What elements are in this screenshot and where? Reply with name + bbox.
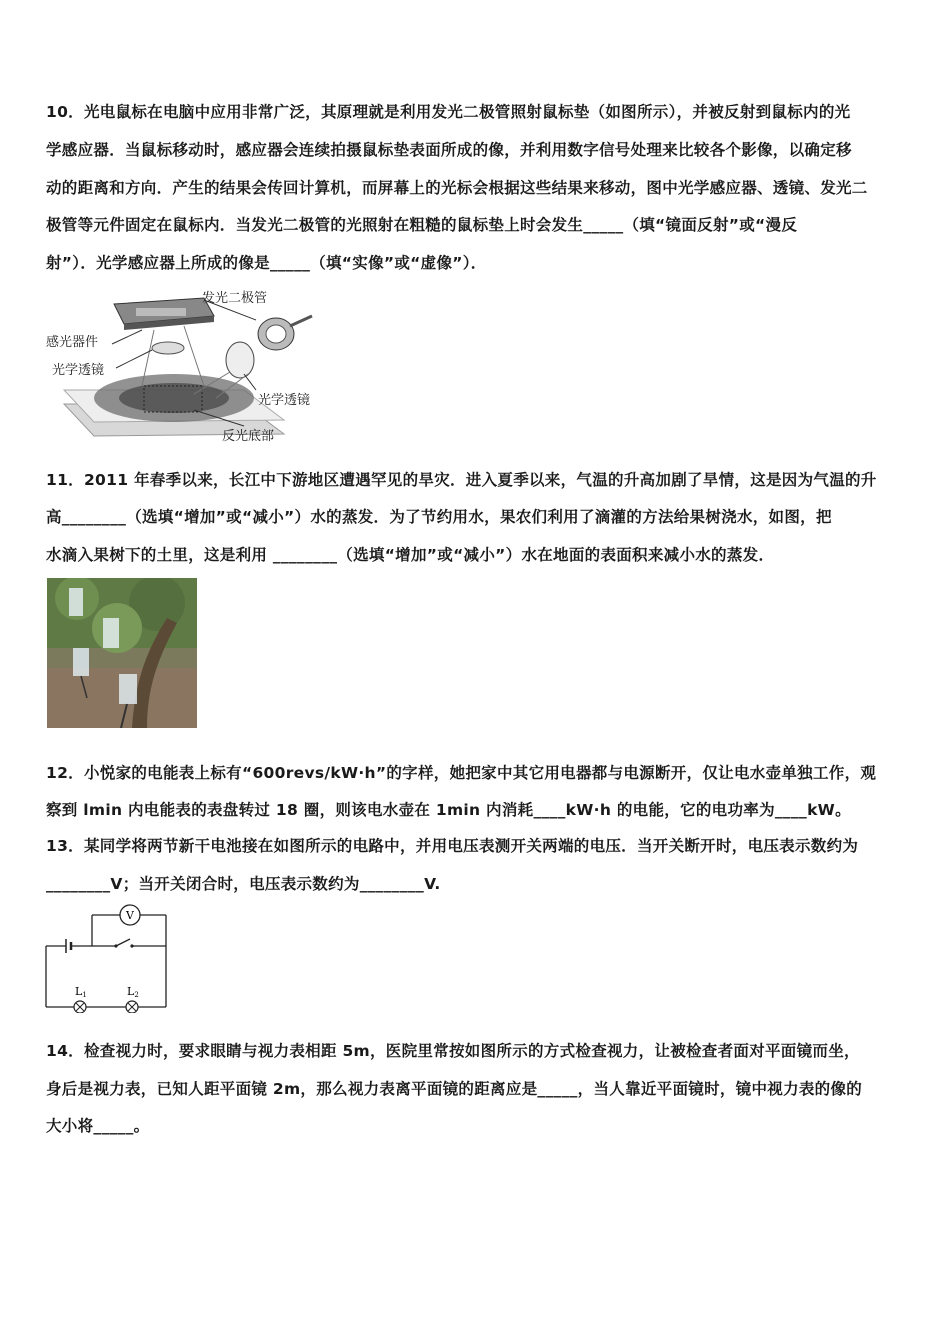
q14-line-3: 大小将_____。 — [46, 1117, 150, 1135]
q13-line-1: 13．某同学将两节新干电池接在如图所示的电路中，并用电压表测开关两端的电压．当开关断开时，电压表示数约为 — [46, 837, 859, 855]
lamp2-label: L2 — [127, 985, 139, 999]
q13-line-2: ________V；当开关闭合时，电压表示数约为________V. — [46, 875, 441, 893]
q10-line-2: 学感应器．当鼠标移动时，感应器会连续拍摄鼠标垫表面所成的像，并利用数字信号处理来比较各个影像，以确定移 — [46, 141, 852, 159]
q12-line-2: 察到 lmin 内电能表的表盘转过 18 圈，则该电水壶在 1min 内消耗____kW·h 的电能，它的电功率为____kW。 — [46, 801, 851, 819]
q10-line-5: 射”）．光学感应器上所成的像是_____（填“实像”或“虚像”）． — [46, 254, 487, 272]
voltmeter-label: V — [126, 909, 134, 922]
q14-line-1: 14．检查视力时，要求眼睛与视力表相距 5m，医院里常按如图所示的方式检查视力，让被检查者面对平面镜而坐， — [46, 1042, 860, 1060]
lamp1-label: L1 — [75, 985, 87, 999]
q12-line-1: 12．小悦家的电能表上标有“600revs/kW·h”的字样，她把家中其它用电器都与电源断开，仅让电水壶单独工作，观 — [46, 764, 877, 782]
q11-line-2: 高________（选填“增加”或“减小”）水的蒸发．为了节约用水，果农们利用了滴灌的方法给果树浇水，如图，把 — [46, 508, 832, 526]
q10-line-3: 动的距离和方向．产生的结果会传回计算机，而屏幕上的光标会根据这些结果来移动，图中光学感应器、透镜、发光二 — [46, 179, 868, 197]
q11-line-1: 11．2011 年春季以来，长江中下游地区遭遇罕见的旱灾．进入夏季以来，气温的升高加剧了旱情，这是因为气温的升 — [46, 471, 877, 489]
drip-irrigation-photo — [47, 578, 197, 728]
circuit-diagram — [44, 903, 170, 1013]
q10-line-4: 极管等元件固定在鼠标内．当发光二极管的光照射在粗糙的鼠标垫上时会发生_____（填“镜面反射”或“漫反 — [46, 216, 798, 234]
label-base: 反光底部 — [222, 429, 275, 444]
label-sensor: 感光器件 — [46, 335, 99, 350]
label-lens-right: 光学透镜 — [258, 393, 311, 408]
q14-line-2: 身后是视力表，已知人距平面镜 2m，那么视力表离平面镜的距离应是_____，当人靠近平面镜时，镜中视力表的像的 — [46, 1080, 863, 1098]
q11-line-3: 水滴入果树下的土里，这是利用 ________（选填“增加”或“减小”）水在地面的表面积来减小水的蒸发． — [46, 546, 775, 564]
label-led: 发光二极管 — [202, 291, 268, 306]
q10-line-1: 10．光电鼠标在电脑中应用非常广泛，其原理就是利用发光二极管照射鼠标垫（如图所示），并被反射到鼠标内的光 — [46, 103, 851, 121]
label-lens-left: 光学透镜 — [52, 363, 105, 378]
optical-mouse-figure — [44, 286, 324, 446]
